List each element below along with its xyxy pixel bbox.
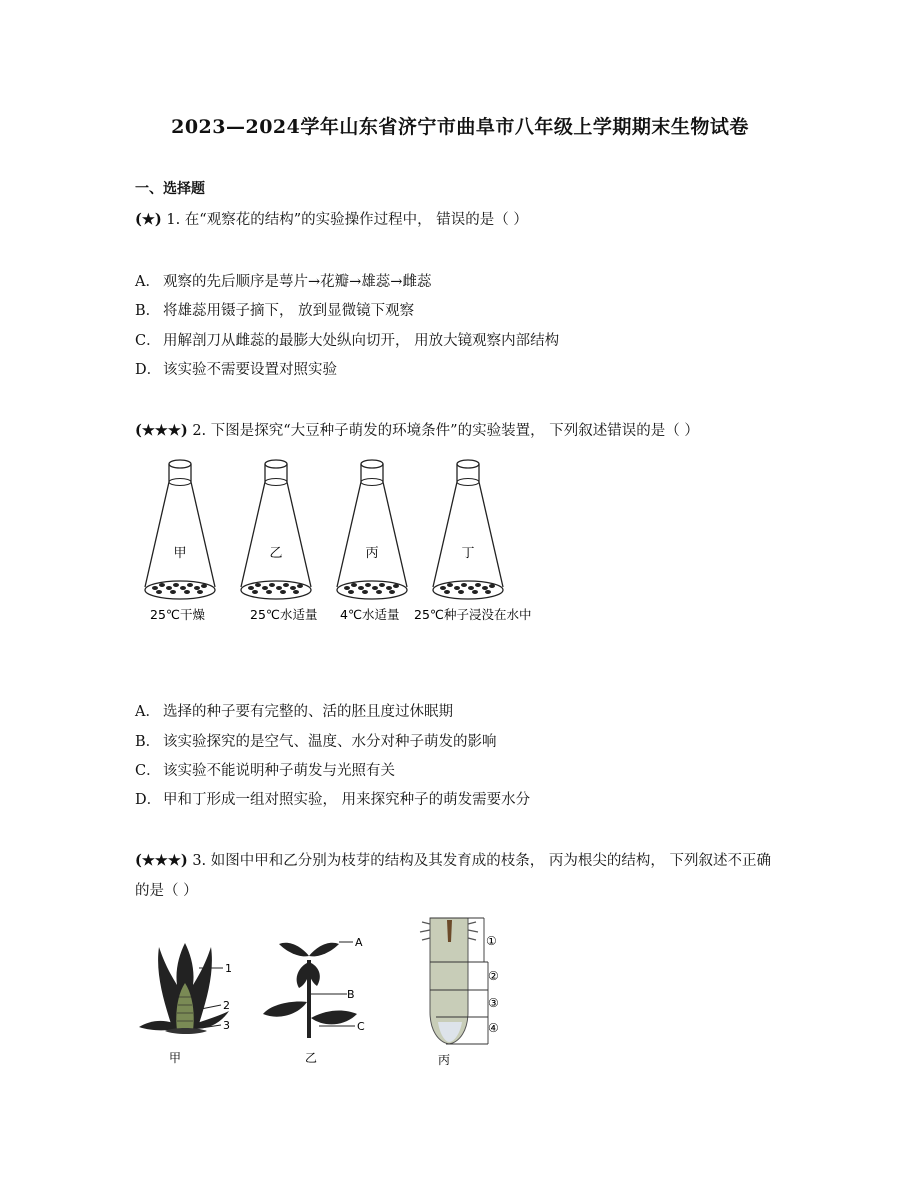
root-zone-label: ① — [486, 934, 497, 948]
figure-caption: 甲 — [169, 1051, 182, 1065]
question-text: 2. 下图是探究“大豆种子萌发的环境条件”的实验装置， 下列叙述错误的是（ ） — [192, 423, 699, 439]
branch-label: A — [355, 936, 363, 949]
branch-label: B — [347, 988, 355, 1001]
root-zone-label: ③ — [488, 996, 499, 1010]
bud-structure-figure — [135, 935, 245, 1070]
question-1 — [135, 210, 528, 230]
root-tip-figure — [410, 912, 520, 1072]
flask-label: 丙 — [365, 546, 379, 561]
flask-caption: 25℃种子浸没在水中 — [414, 607, 532, 622]
figure-caption: 丙 — [438, 1053, 451, 1067]
option-text: 观察的先后顺序是萼片→花瓣→雄蕊→雌蕊 — [163, 274, 432, 290]
option-key: C． — [135, 333, 161, 349]
flask-label: 乙 — [269, 546, 283, 561]
difficulty-stars: (★) — [135, 211, 162, 228]
q1-option-c — [135, 331, 559, 351]
option-key: D． — [135, 362, 162, 378]
page-title: 2023—2024学年山东省济宁市曲阜市八年级上学期期末生物试卷 — [171, 116, 749, 138]
option-text: 该实验不能说明种子萌发与光照有关 — [163, 763, 395, 779]
bud-label: 2 — [223, 999, 230, 1012]
q2-option-a — [135, 702, 453, 722]
question-2 — [135, 421, 699, 441]
flask-jia — [145, 460, 215, 599]
question-text: 1. 在“观察花的结构”的实验操作过程中， 错误的是（ ） — [166, 212, 528, 228]
flask-yi — [241, 460, 311, 599]
option-key: B． — [135, 303, 161, 319]
question-3 — [135, 851, 771, 871]
q2-option-b — [135, 732, 497, 752]
q1-option-a — [135, 272, 431, 292]
option-key: A． — [135, 274, 160, 290]
option-text: 用解剖刀从雌蕊的最膨大处纵向切开， 用放大镜观察内部结构 — [163, 333, 560, 349]
flask-experiment-figure — [140, 452, 560, 632]
option-key: D． — [135, 792, 162, 808]
q1-option-d — [135, 360, 337, 380]
difficulty-stars: (★★★) — [135, 852, 188, 869]
flask-ding — [433, 460, 503, 599]
section-heading: 一、选择题 — [135, 181, 205, 197]
flask-caption: 25℃水适量 — [250, 607, 318, 622]
q1-option-b — [135, 301, 414, 321]
option-text: 甲和丁形成一组对照实验， 用来探究种子的萌发需要水分 — [163, 792, 531, 808]
branch-figure — [255, 930, 375, 1070]
option-key: A． — [135, 704, 160, 720]
option-text: 将雄蕊用镊子摘下， 放到显微镜下观察 — [163, 303, 415, 319]
bud-label: 3 — [223, 1019, 230, 1032]
root-zone-label: ④ — [488, 1021, 499, 1035]
option-key: B． — [135, 734, 161, 750]
option-text: 该实验探究的是空气、温度、水分对种子萌发的影响 — [163, 734, 497, 750]
bud-label: 1 — [225, 962, 232, 975]
option-text: 选择的种子要有完整的、活的胚且度过休眠期 — [163, 704, 453, 720]
flask-caption: 25℃干燥 — [150, 607, 205, 622]
option-text: 该实验不需要设置对照实验 — [163, 362, 337, 378]
q2-option-c — [135, 761, 395, 781]
q2-option-d — [135, 790, 530, 810]
flask-label: 丁 — [461, 546, 475, 561]
flask-caption: 4℃水适量 — [340, 607, 400, 622]
option-key: C． — [135, 763, 161, 779]
question-text: 3. 如图中甲和乙分别为枝芽的结构及其发育成的枝条， 丙为根尖的结构， 下列叙述不正确 — [192, 853, 771, 869]
flask-bing — [337, 460, 407, 599]
root-zone-label: ② — [488, 969, 499, 983]
difficulty-stars: (★★★) — [135, 422, 188, 439]
flask-label: 甲 — [173, 546, 187, 561]
branch-label: C — [357, 1020, 365, 1033]
question-3-continued: 的是（ ） — [135, 883, 198, 899]
figure-caption: 乙 — [305, 1051, 318, 1065]
